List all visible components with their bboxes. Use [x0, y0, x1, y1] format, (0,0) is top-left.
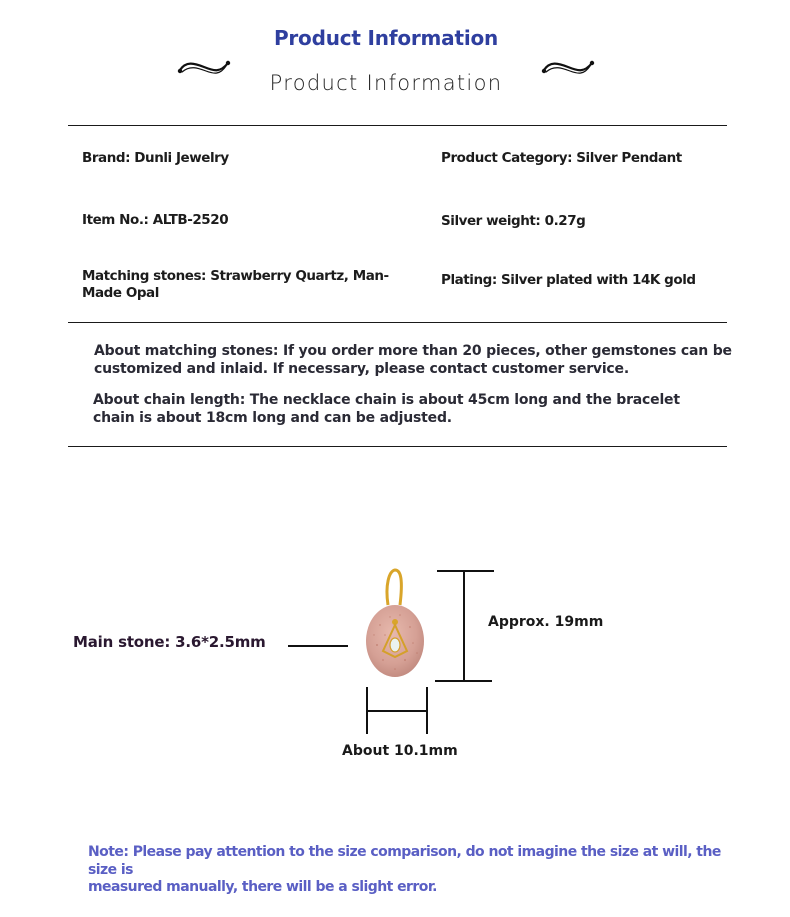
note-chain-length-line1: About chain length: The necklace chain is about 45cm long and the bracelet	[93, 392, 680, 408]
width-right-tick	[426, 687, 428, 734]
height-top-tick	[437, 570, 494, 572]
height-label: Approx. 19mm	[488, 614, 604, 630]
size-disclaimer-line2: measured manually, there will be a slight error.	[88, 879, 437, 895]
spec-plating: Plating: Silver plated with 14K gold	[441, 272, 696, 288]
width-label: About 10.1mm	[342, 743, 458, 759]
spec-silver-weight: Silver weight: 0.27g	[441, 213, 586, 229]
note-chain-length-line2: chain is about 18cm long and can be adjusted.	[93, 410, 452, 426]
pendant-image	[355, 565, 435, 690]
height-line	[463, 570, 465, 681]
main-stone-label: Main stone: 3.6*2.5mm	[73, 633, 266, 651]
note-matching-stones-line1: About matching stones: If you order more than 20 pieces, other gemstones can be	[94, 343, 732, 359]
spec-matching-stones	[82, 268, 389, 302]
note-chain-length	[93, 391, 680, 427]
size-disclaimer-line1: Note: Please pay attention to the size comparison, do not imagine the size at will, the size is	[88, 844, 721, 878]
spec-item-no: Item No.: ALTB-2520	[82, 212, 229, 228]
opal-stone	[390, 638, 400, 652]
spec-matching-stones-line1: Matching stones: Strawberry Quartz, Man-	[82, 268, 389, 284]
spec-brand: Brand: Dunli Jewelry	[82, 150, 229, 166]
divider-top	[68, 125, 727, 126]
divider-bottom	[68, 446, 727, 447]
note-matching-stones-line2: customized and inlaid. If necessary, please contact customer service.	[94, 361, 629, 377]
width-line	[366, 710, 427, 712]
spec-category: Product Category: Silver Pendant	[441, 150, 682, 166]
spec-matching-stones-line2: Made Opal	[82, 285, 159, 301]
size-disclaimer-note	[88, 844, 738, 897]
note-matching-stones	[94, 342, 732, 378]
page-title: Product Information	[273, 26, 499, 50]
main-stone-leader-line	[288, 645, 348, 647]
page-subtitle: Product Information	[269, 71, 503, 95]
height-bottom-tick	[435, 680, 492, 682]
divider-middle	[68, 322, 727, 323]
